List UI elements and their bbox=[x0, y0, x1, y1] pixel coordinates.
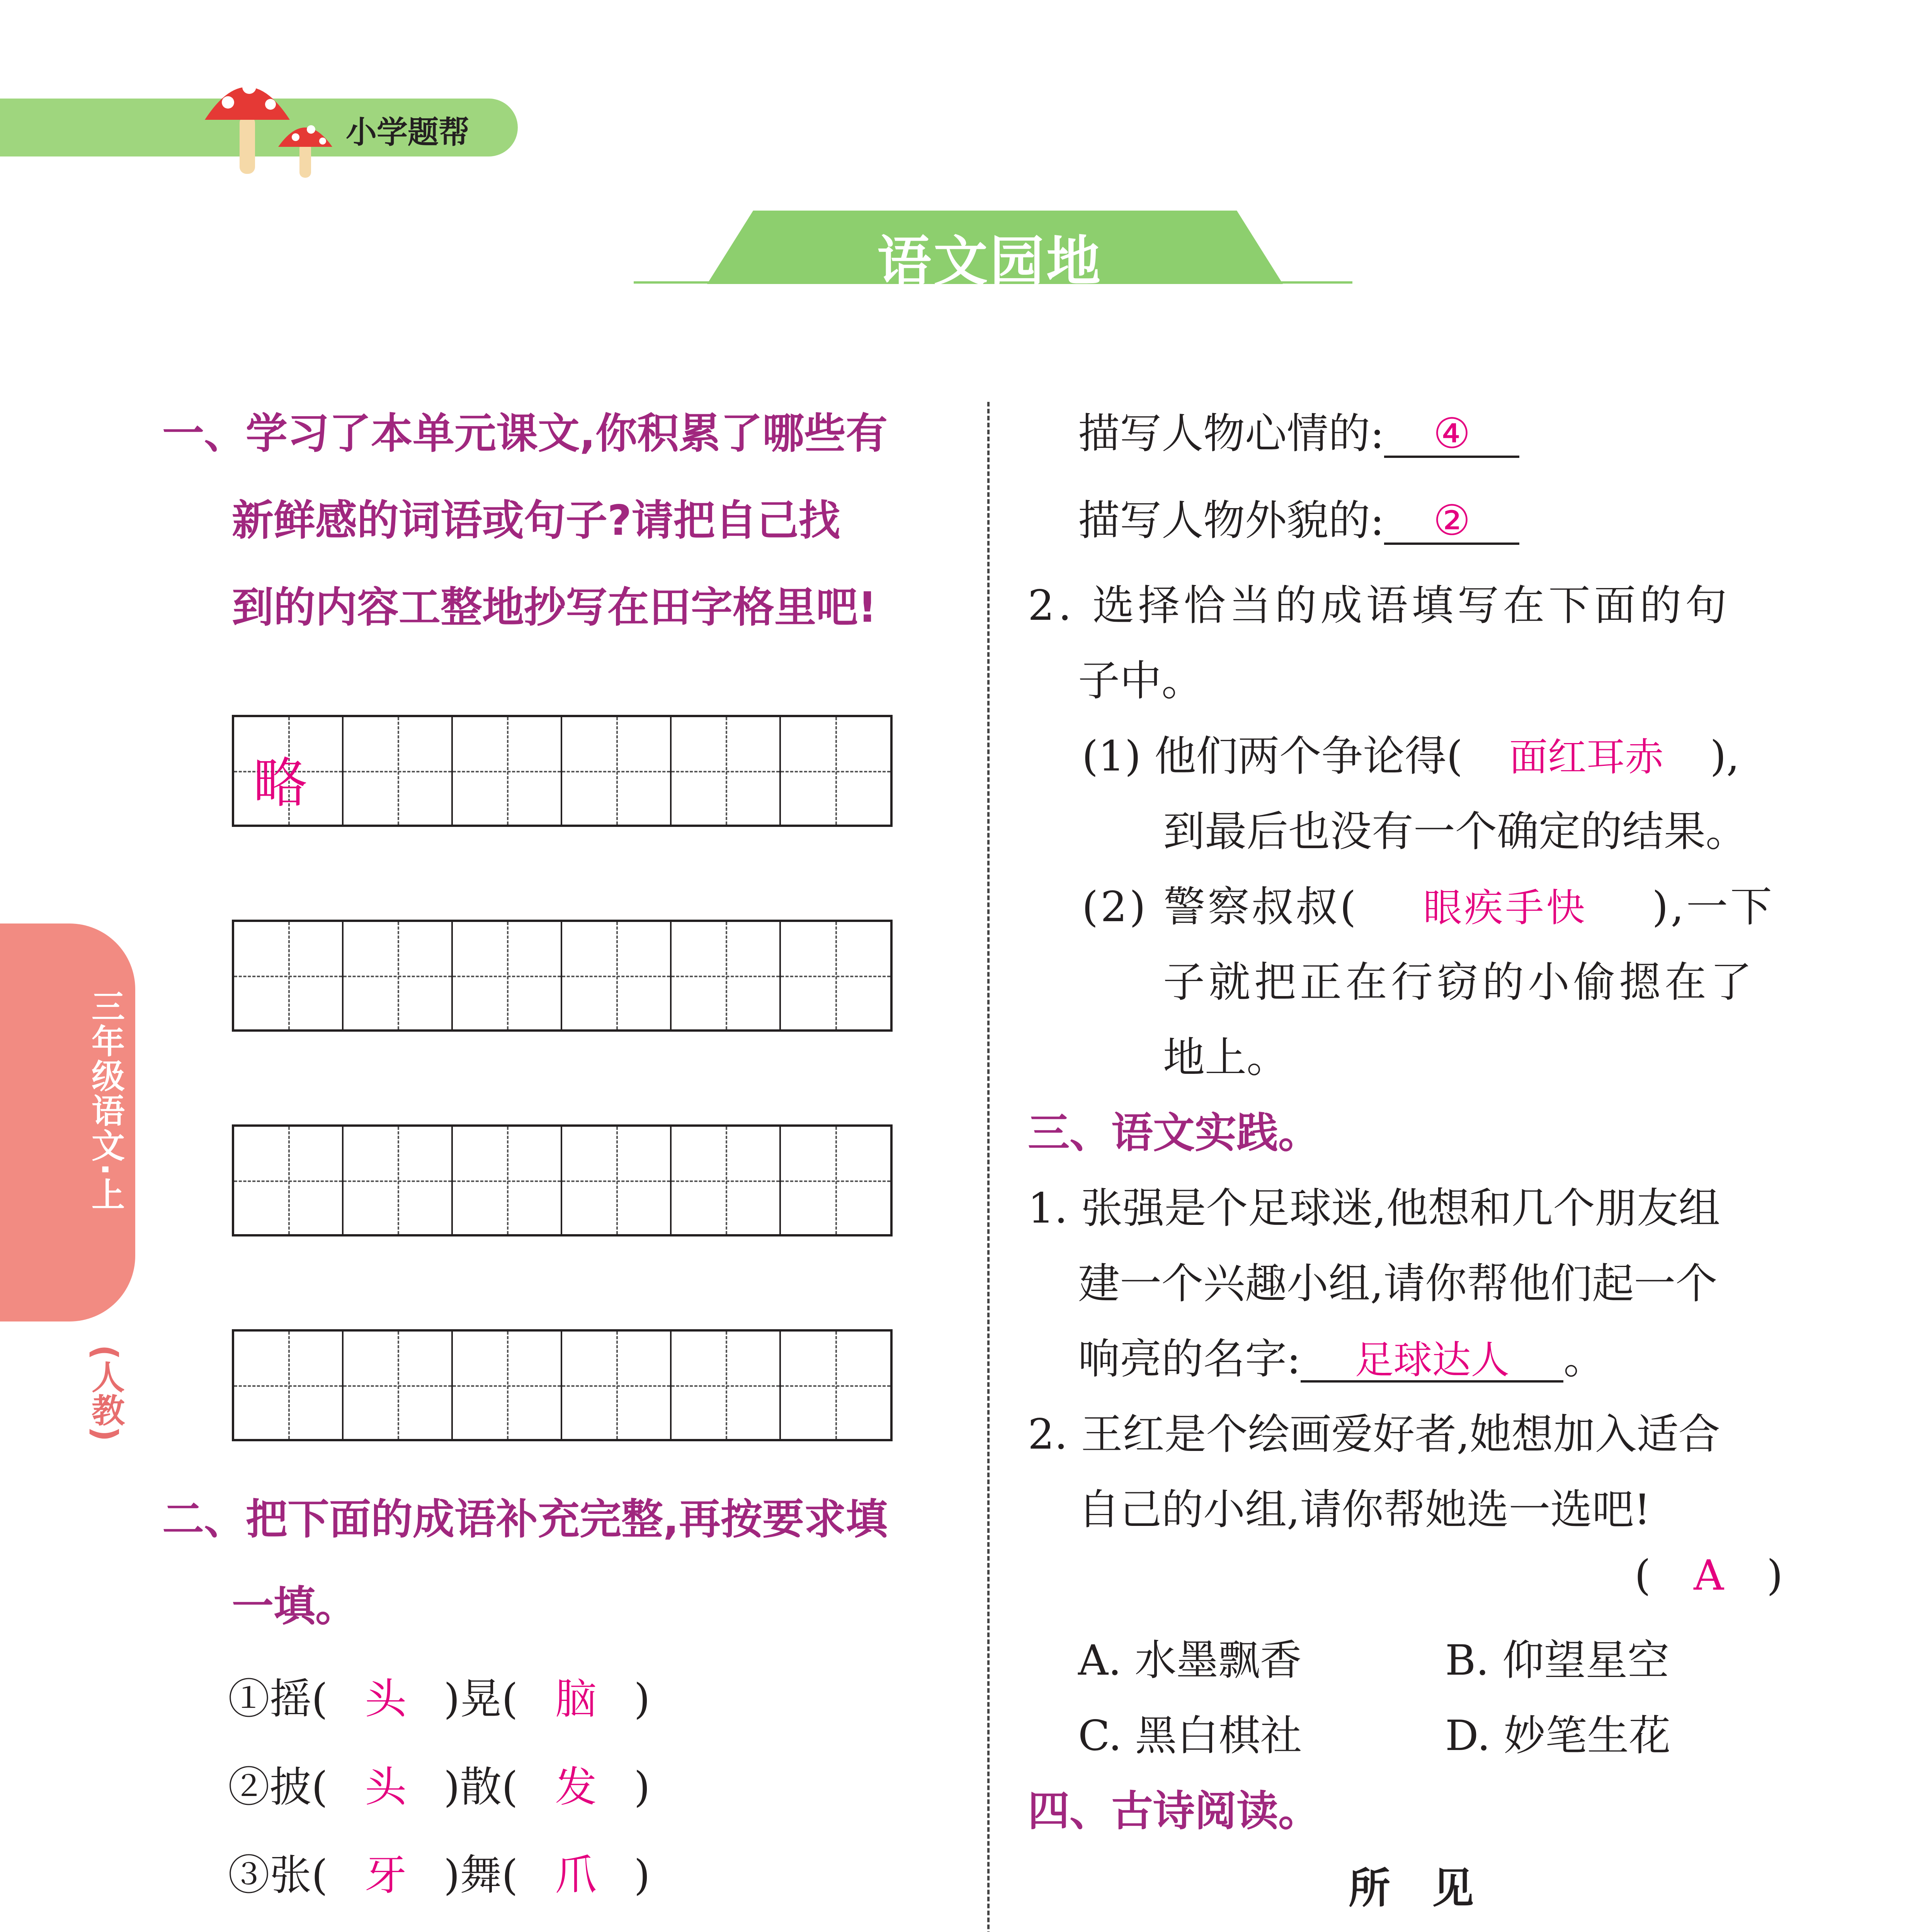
idiom-fill[interactable]: 发 bbox=[555, 1763, 597, 1811]
idiom-row: ①摇( 头 )晃( 脑 ) bbox=[228, 1665, 650, 1725]
column-divider bbox=[987, 402, 990, 1932]
idiom-fill[interactable]: 牙 bbox=[365, 1851, 407, 1900]
page-title: 语文园地 bbox=[877, 230, 1103, 293]
sentence-1: (1) 他们两个争论得( 面红耳赤 ), bbox=[1082, 723, 1740, 782]
option[interactable]: C. 黑白棋社 bbox=[1078, 1712, 1302, 1760]
q3-p2-line: 2. 王红是个绘画爱好者,她想加入适合 bbox=[1028, 1410, 1720, 1459]
q1-heading-line: 到的内容工整地抄写在田字格里吧! bbox=[232, 583, 877, 632]
tianzige-row[interactable] bbox=[232, 1329, 893, 1441]
classify-row: 描写人物心情的: ④ bbox=[1078, 400, 1519, 460]
sentence-1-cont: 到最后也没有一个确定的结果。 bbox=[1163, 808, 1748, 856]
q1-heading-line: 新鲜感的词语或句子?请把自己找 bbox=[232, 497, 840, 545]
q4-heading: 四、古诗阅读。 bbox=[1028, 1787, 1320, 1835]
tianzige-row[interactable] bbox=[232, 1124, 893, 1236]
idiom-fill[interactable] bbox=[518, 1930, 634, 1932]
group-name-answer[interactable]: 足球达人 bbox=[1301, 1340, 1563, 1383]
idiom-fill[interactable]: 头 bbox=[365, 1763, 407, 1811]
poem-author bbox=[1302, 1928, 1502, 1932]
option[interactable]: D. 妙笔生花 bbox=[1445, 1712, 1671, 1760]
q2-heading-line: 二、把下面的成语补充完整,再按要求填 bbox=[162, 1495, 888, 1544]
idiom-row bbox=[228, 1930, 650, 1932]
q3-p1-line: 1. 张强是个足球迷,他想和几个朋友组 bbox=[1028, 1184, 1720, 1233]
sentence-2-cont: 子就把正在行窃的小偷摁在了 bbox=[1163, 958, 1756, 1007]
sentence-answer[interactable]: 眼疾手快 bbox=[1423, 885, 1587, 930]
option[interactable]: A. 水墨飘香 bbox=[1078, 1636, 1302, 1685]
idiom-row: ③张( 牙 )舞( 爪 ) bbox=[228, 1842, 650, 1901]
sentence-2-cont: 地上。 bbox=[1163, 1034, 1289, 1082]
option[interactable]: B. 仰望星空 bbox=[1445, 1636, 1670, 1685]
brand-name: 小学题帮 bbox=[346, 114, 469, 150]
q3-p2-answer-bracket: ( A ) bbox=[1634, 1551, 1783, 1600]
q3-p1-line: 建一个兴趣小组,请你帮他们起一个 bbox=[1078, 1260, 1718, 1308]
choice-answer[interactable]: A bbox=[1694, 1551, 1724, 1600]
classify-answer[interactable]: ④ bbox=[1384, 412, 1519, 458]
idiom-fill[interactable]: 爪 bbox=[555, 1851, 597, 1900]
q1-answer: 略 bbox=[253, 752, 308, 815]
q3-heading: 三、语文实践。 bbox=[1028, 1109, 1320, 1157]
classify-row: 描写人物外貌的: ② bbox=[1078, 487, 1519, 547]
idiom-fill[interactable]: 脑 bbox=[555, 1675, 597, 1723]
grade-label: 三年级语文·上 bbox=[86, 989, 124, 1212]
mushroom-logo-icon bbox=[201, 66, 340, 182]
tianzige-row[interactable] bbox=[232, 920, 893, 1032]
q3-p2-line: 自己的小组,请你帮她选一选吧! bbox=[1078, 1486, 1651, 1534]
idiom-row: ②披( 头 )散( 发 ) bbox=[228, 1753, 650, 1813]
q2-heading-line: 一填。 bbox=[232, 1582, 357, 1631]
q1-heading-line: 一、学习了本单元课文,你积累了哪些有 bbox=[162, 410, 888, 458]
idiom-fill[interactable] bbox=[328, 1930, 444, 1932]
q2-sub2-line: 子中。 bbox=[1078, 657, 1204, 705]
poem-title: 所 见 bbox=[1349, 1864, 1474, 1913]
q2-sub2-line: 2. 选择恰当的成语填写在下面的句 bbox=[1028, 582, 1731, 630]
sentence-2: (2) 警察叔叔( 眼疾手快 ),一下 bbox=[1082, 873, 1774, 933]
classify-answer[interactable]: ② bbox=[1384, 499, 1519, 545]
tianzige-row[interactable] bbox=[232, 715, 893, 827]
idiom-fill[interactable]: 头 bbox=[365, 1675, 407, 1723]
edition-label: (人教) bbox=[86, 1345, 124, 1442]
sentence-answer[interactable]: 面红耳赤 bbox=[1509, 735, 1664, 780]
q3-p1-name-row: 响亮的名字: 足球达人 。 bbox=[1078, 1335, 1605, 1383]
